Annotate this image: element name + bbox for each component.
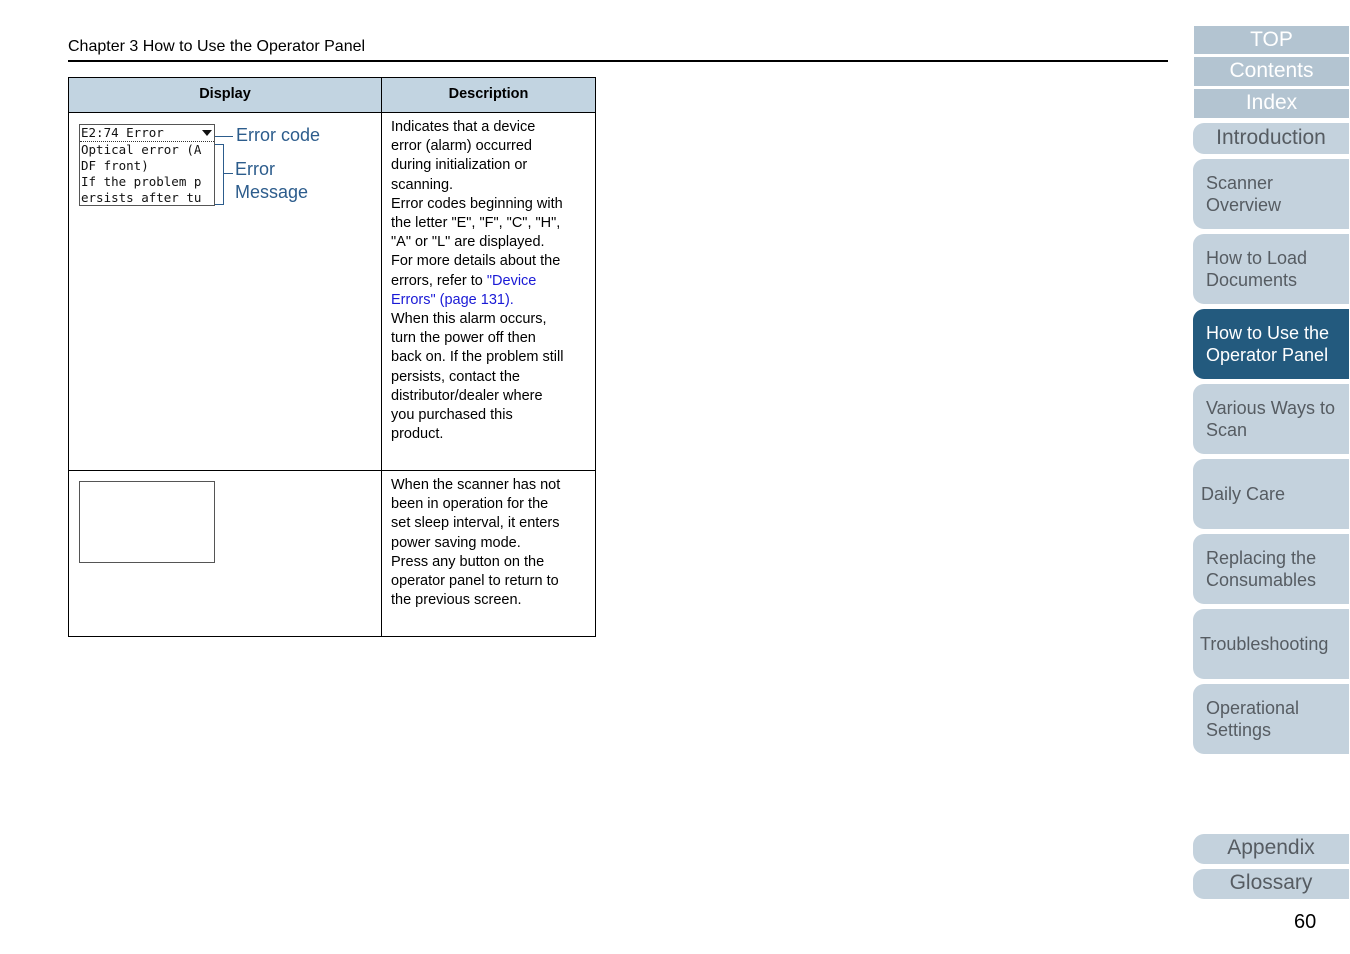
description-line: product.: [391, 426, 444, 443]
lcd-blank-screen: [79, 481, 215, 563]
description-line: the previous screen.: [391, 592, 522, 609]
device-errors-link[interactable]: "Device: [486, 272, 537, 289]
table-row: [69, 113, 596, 471]
contents-button[interactable]: Contents: [1194, 57, 1349, 86]
tab-label-line: Troubleshooting: [1200, 633, 1329, 654]
callout-line: Message: [235, 182, 309, 202]
error-message-callout: [235, 158, 308, 204]
description-line: When the scanner has not: [391, 477, 561, 493]
description-cell: [382, 113, 596, 471]
header-rule: [68, 60, 1168, 62]
tab-label-line: Scanner: [1206, 172, 1274, 193]
description-line: set sleep interval, it enters: [391, 515, 560, 532]
tab-label-line: Operator Panel: [1206, 345, 1329, 365]
description-line: "A" or "L" are displayed.: [391, 234, 545, 251]
tab-daily-care[interactable]: [1193, 459, 1349, 529]
tab-label-line: Scan: [1206, 420, 1248, 440]
description-line: Error codes beginning with: [391, 195, 563, 212]
description-line: When this alarm occurs,: [391, 311, 547, 328]
error-message-bracket-top: [215, 144, 223, 145]
lcd-error-code: E2:74 Error: [81, 125, 164, 140]
appendix-tab[interactable]: Appendix: [1193, 834, 1349, 864]
chapter-header: Chapter 3 How to Use the Operator Panel: [68, 38, 366, 55]
description-line: you purchased this: [391, 407, 513, 424]
error-message-bracket-bottom: [215, 204, 223, 205]
display-cell: [69, 471, 382, 637]
description-line: error (alarm) occurred: [391, 138, 532, 155]
index-button[interactable]: Index: [1194, 89, 1349, 118]
lcd-error-screen: [79, 124, 215, 206]
tab-label-line: Settings: [1206, 720, 1272, 740]
tab-operational-settings[interactable]: [1193, 684, 1349, 754]
display-description-table: [68, 77, 596, 637]
lcd-line: If the problem p: [81, 174, 202, 189]
error-message-bracket-side: [223, 144, 224, 205]
tab-various-ways-to-scan[interactable]: [1193, 384, 1349, 454]
glossary-tab[interactable]: Glossary: [1193, 869, 1349, 899]
column-header-description: Description: [382, 78, 596, 113]
tab-label-line: Daily Care: [1201, 483, 1286, 504]
tab-label-line: How to Use the: [1206, 322, 1330, 343]
lcd-line: DF front): [81, 158, 149, 173]
top-button[interactable]: TOP: [1194, 26, 1349, 54]
error-code-leader: [215, 136, 233, 137]
description-line: distributor/dealer where: [391, 387, 543, 404]
column-header-display: Display: [69, 78, 382, 113]
dropdown-arrow-icon: [202, 130, 212, 136]
tab-replacing-consumables[interactable]: [1193, 534, 1349, 604]
tab-label-line: Operational: [1206, 697, 1300, 718]
error-code-callout: Error code: [236, 125, 321, 145]
description-line: during initialization or: [391, 157, 528, 174]
description-line: back on. If the problem still: [391, 349, 564, 366]
lcd-line: Optical error (A: [81, 142, 202, 157]
description-line: turn the power off then: [391, 330, 536, 347]
tab-how-to-load-documents[interactable]: [1193, 234, 1349, 304]
tab-how-to-use-operator-panel[interactable]: [1193, 309, 1349, 379]
description-line: Press any button on the: [391, 553, 545, 570]
description-line: been in operation for the: [391, 496, 549, 513]
tab-label-line: How to Load: [1206, 247, 1308, 268]
tab-troubleshooting[interactable]: [1193, 609, 1349, 679]
lcd-error-code-line: [80, 125, 214, 142]
page-number: 60: [1294, 911, 1317, 933]
error-message-leader: [224, 173, 233, 174]
tab-label-line: Various Ways to: [1206, 397, 1336, 418]
description-line: power saving mode.: [391, 534, 521, 551]
tab-label-line: Replacing the: [1206, 547, 1317, 568]
description-cell: [382, 471, 596, 637]
description-line: Indicates that a device: [391, 119, 536, 135]
tab-label-line: Overview: [1206, 195, 1282, 215]
introduction-tab[interactable]: Introduction: [1193, 123, 1349, 154]
tab-label-line: Consumables: [1206, 570, 1317, 590]
description-line: [391, 291, 587, 310]
description-line: scanning.: [391, 176, 454, 193]
description-line: persists, contact the: [391, 368, 520, 385]
tab-scanner-overview[interactable]: [1193, 159, 1349, 229]
table-row: [69, 471, 596, 637]
callout-line: Error: [235, 159, 275, 179]
lcd-line: ersists after tu: [81, 190, 202, 205]
device-errors-link-continued[interactable]: Errors" (page 131).: [391, 291, 514, 308]
tab-label-line: Documents: [1206, 270, 1298, 290]
description-line: [391, 272, 587, 291]
description-line: operator panel to return to: [391, 573, 559, 590]
description-line: For more details about the: [391, 253, 561, 270]
display-cell: [69, 113, 382, 471]
description-text: errors, refer to: [391, 272, 487, 289]
description-line: the letter "E", "F", "C", "H",: [391, 215, 561, 232]
